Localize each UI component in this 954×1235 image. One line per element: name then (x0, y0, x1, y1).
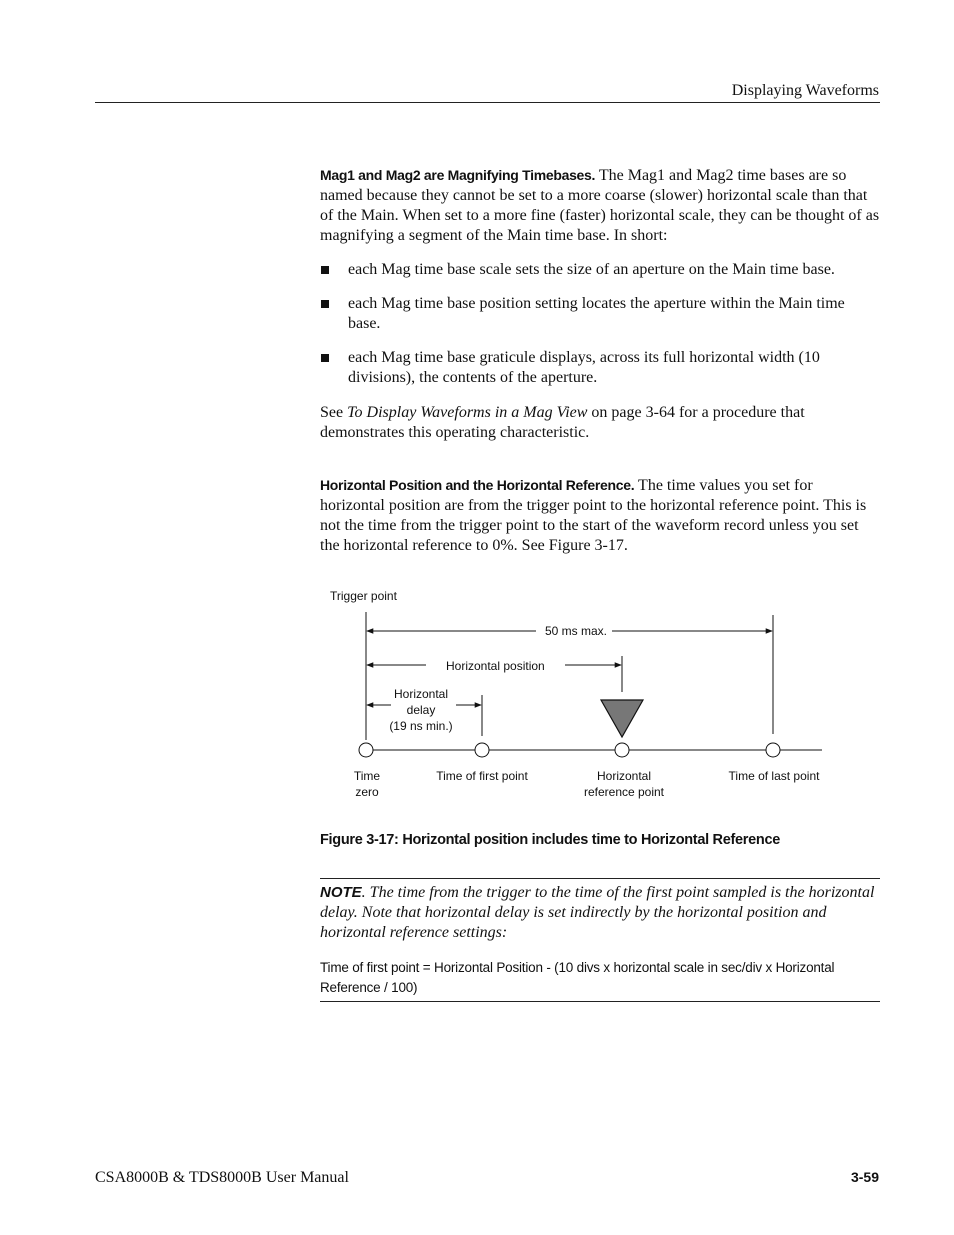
note-bottom-rule (320, 1001, 880, 1002)
cross-reference-link[interactable]: To Display Waveforms in a Mag View (347, 404, 588, 421)
figure-caption-block (320, 832, 880, 848)
page-header-title: Displaying Waveforms (731, 82, 879, 99)
first-point-label: Time of first point (436, 769, 528, 783)
delay-label-line2: delay (406, 703, 436, 717)
list-item: each Mag time base position setting locates the aperture within the Main time base. (320, 294, 880, 334)
footer-page-number: 3-59 (850, 1169, 879, 1185)
time-zero-marker (359, 743, 373, 757)
list-item: each Mag time base scale sets the size of an aperture on the Main time base. (320, 260, 880, 280)
bullet-square-icon (321, 266, 329, 274)
last-point-marker (766, 743, 780, 757)
list-item: each Mag time base graticule displays, across its full horizontal width (10 divisions), the contents of the aperture. (320, 348, 880, 388)
see-reference: See To Display Waveforms in a Mag View on page 3-64 for a procedure that demonstrates this operating characteristic. (320, 404, 805, 441)
mag-heading: Mag1 and Mag2 are Magnifying Timebases. (320, 167, 596, 183)
time-zero-label-line2: zero (355, 785, 379, 799)
figure-caption: Figure 3-17: Horizontal position includes time to Horizontal Reference (320, 832, 780, 848)
horizontal-heading: Horizontal Position and the Horizontal Reference. (320, 477, 635, 493)
delay-label-line3: (19 ns min.) (389, 719, 453, 733)
reference-label-line1: Horizontal (596, 769, 652, 783)
note-top-rule (320, 878, 880, 879)
delay-label-line1: Horizontal (393, 687, 449, 701)
horizontal-body: The time values you set for horizontal position are from the trigger point to the horizontal reference point. This is not the time from the trigger point to the start of the waveform record unless you set the horizontal reference to 0%. See Figure 3-17. (320, 477, 867, 554)
reference-label-line2: reference point (583, 785, 665, 799)
mag-bullet-list-3 (320, 348, 880, 388)
note-label: NOTE (320, 884, 362, 901)
mag-paragraph (320, 165, 880, 246)
reference-point-marker (615, 743, 629, 757)
bullet-square-icon (321, 354, 329, 362)
section-horizontal-position (320, 475, 880, 556)
header-divider (95, 102, 880, 103)
mag-bullet-list (320, 260, 880, 280)
mag-body: The Mag1 and Mag2 time bases are so named because they cannot be set to a more coarse (slower) horizontal scale than that of the Main. When set to a more fine (faster) horizontal scale, they can be thought of as magnifying a segment of the Main time base. In short: (320, 167, 880, 244)
horizontal-position-label: Horizontal position (446, 659, 545, 673)
last-point-label: Time of last point (728, 769, 820, 783)
trigger-point-label: Trigger point (330, 589, 397, 603)
note-block (320, 883, 880, 943)
mag-bullet-list-2 (320, 294, 880, 334)
section-mag-timebases (320, 165, 880, 246)
first-point-marker (475, 743, 489, 757)
formula-text: Time of first point = Horizontal Position - (10 divs x horizontal scale in sec/div x Horizontal Reference / 100) (320, 960, 835, 995)
footer-manual-title: CSA8000B & TDS8000B User Manual (95, 1169, 349, 1186)
max-label: 50 ms max. (545, 624, 608, 638)
note-text: . The time from the trigger to the time of the first point sampled is the horizontal delay. Note that horizontal delay is set indirectly by the horizontal position and horizontal reference settings: (320, 884, 875, 941)
time-zero-label-line1: Time (353, 769, 381, 783)
bullet-square-icon (321, 300, 329, 308)
reference-triangle-icon (601, 700, 643, 737)
formula-block (320, 958, 880, 998)
